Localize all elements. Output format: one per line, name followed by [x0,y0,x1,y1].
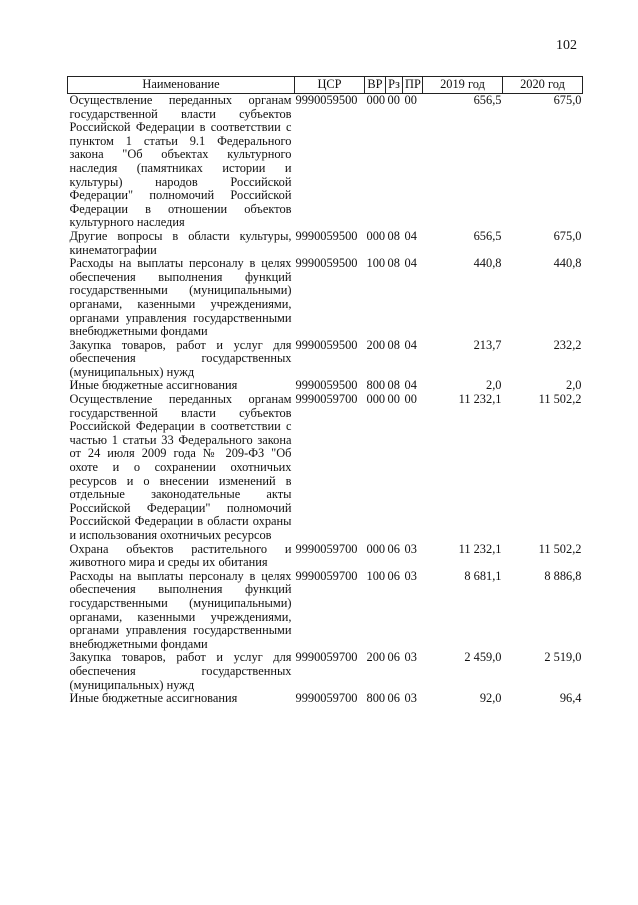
row-rz: 08 [387,256,400,271]
row-name: Иные бюджетные ассигнования [69,378,238,393]
row-pr: 00 [404,392,417,407]
row-vr: 200 [366,337,386,352]
row-csr: 9990059500 [295,93,358,107]
table-header [68,77,583,94]
row-vr: 800 [366,691,386,706]
row-csr: 9990059700 [295,691,358,706]
row-vr: 200 [366,650,386,665]
row-rz: 06 [387,568,400,583]
header-vr: ВР [365,77,386,94]
table-body [68,94,583,706]
row-2020: 675,0 [553,93,582,107]
row-2019: 2,0 [486,378,502,393]
row-vr: 100 [366,568,386,583]
row-vr: 000 [366,392,386,407]
table-row [68,230,583,257]
table-row [68,339,583,380]
table-row [68,94,583,230]
row-pr: 04 [404,228,417,243]
table-row [68,543,583,570]
row-rz: 08 [387,228,400,243]
row-pr: 04 [404,256,417,271]
row-2020: 675,0 [553,228,582,243]
row-2019: 2 459,0 [464,650,502,665]
header-csr: ЦСР [295,77,365,94]
row-csr: 9990059700 [295,392,358,407]
row-rz: 00 [387,93,400,107]
row-2019: 92,0 [479,691,502,706]
row-name: Расходы на выплаты персоналу в целях обеспечения выполнения функций государственными (муниципальными) органами, казенными учреждениями, органами управления государственными внебюджетными фондами [69,568,292,651]
row-pr: 03 [404,691,417,706]
header-2019: 2019 год [423,77,503,94]
table-row [68,651,583,692]
row-vr: 000 [366,541,386,556]
row-pr: 04 [404,378,417,393]
row-2019: 8 681,1 [464,568,502,583]
row-2019: 440,8 [473,256,502,271]
row-2019: 11 232,1 [458,541,502,556]
row-2020: 440,8 [553,256,582,271]
row-rz: 00 [387,392,400,407]
row-rz: 06 [387,541,400,556]
row-2020: 2,0 [566,378,582,393]
row-2020: 232,2 [553,337,582,352]
row-name: Охрана объектов растительного и животного мира и среды их обитания [69,541,292,570]
row-csr: 9990059500 [295,337,358,352]
row-2019: 656,5 [473,228,502,243]
row-csr: 9990059500 [295,228,358,243]
header-pr: ПР [403,77,423,94]
table-row [68,570,583,652]
row-name: Осуществление переданных органам государственной власти субъектов Российской Федерации в соответствии с пунктом 1 статьи 9.1 Федерального закона "Об объектах культурного наследия (памятниках истории и культуры) народов Российской Федерации" полномочий Российской Федерации в отношении объектов культурного наследия [69,93,292,230]
row-csr: 9990059500 [295,256,358,271]
row-2019: 213,7 [473,337,502,352]
row-2019: 11 232,1 [458,392,502,407]
table-row [68,692,583,706]
row-name: Другие вопросы в области культуры, кинематографии [69,228,292,257]
budget-table [67,76,583,706]
row-2020: 2 519,0 [544,650,582,665]
header-name: Наименование [68,77,295,94]
row-2020: 11 502,2 [538,541,582,556]
row-pr: 03 [404,650,417,665]
row-name: Закупка товаров, работ и услуг для обеспечения государственных (муниципальных) нужд [69,650,292,692]
row-vr: 800 [366,378,386,393]
header-rz: Рз [386,77,403,94]
row-2020: 8 886,8 [544,568,582,583]
row-pr: 03 [404,541,417,556]
row-vr: 000 [366,228,386,243]
row-rz: 06 [387,650,400,665]
row-pr: 03 [404,568,417,583]
table-row [68,393,583,543]
row-vr: 100 [366,256,386,271]
table-row [68,257,583,339]
row-pr: 04 [404,337,417,352]
row-csr: 9990059700 [295,650,358,665]
page-number: 102 [556,38,577,53]
row-rz: 06 [387,691,400,706]
row-2020: 96,4 [559,691,582,706]
row-name: Закупка товаров, работ и услуг для обеспечения государственных (муниципальных) нужд [69,337,292,379]
row-csr: 9990059500 [295,378,358,393]
table-row [68,379,583,393]
row-rz: 08 [387,378,400,393]
row-csr: 9990059700 [295,568,358,583]
row-name: Осуществление переданных органам государственной власти субъектов Российской Федерации в соответствии с частью 1 статьи 33 Федерального закона от 24 июля 2009 года № 209-ФЗ "Об охоте и о сохранении охотничьих ресурсов и о внесении изменений в отдельные законодательные акты Российской Федерации" полномочий Российской Федерации в области охраны и использования охотничьих ресурсов [69,392,292,542]
row-name: Расходы на выплаты персоналу в целях обеспечения выполнения функций государственными (муниципальными) органами, казенными учреждениями, органами управления государственными внебюджетными фондами [69,256,292,339]
row-2019: 656,5 [473,93,502,107]
row-pr: 00 [404,93,417,107]
row-rz: 08 [387,337,400,352]
row-vr: 000 [366,93,386,107]
row-2020: 11 502,2 [538,392,582,407]
row-csr: 9990059700 [295,541,358,556]
row-name: Иные бюджетные ассигнования [69,691,238,706]
header-2020: 2020 год [503,77,583,94]
